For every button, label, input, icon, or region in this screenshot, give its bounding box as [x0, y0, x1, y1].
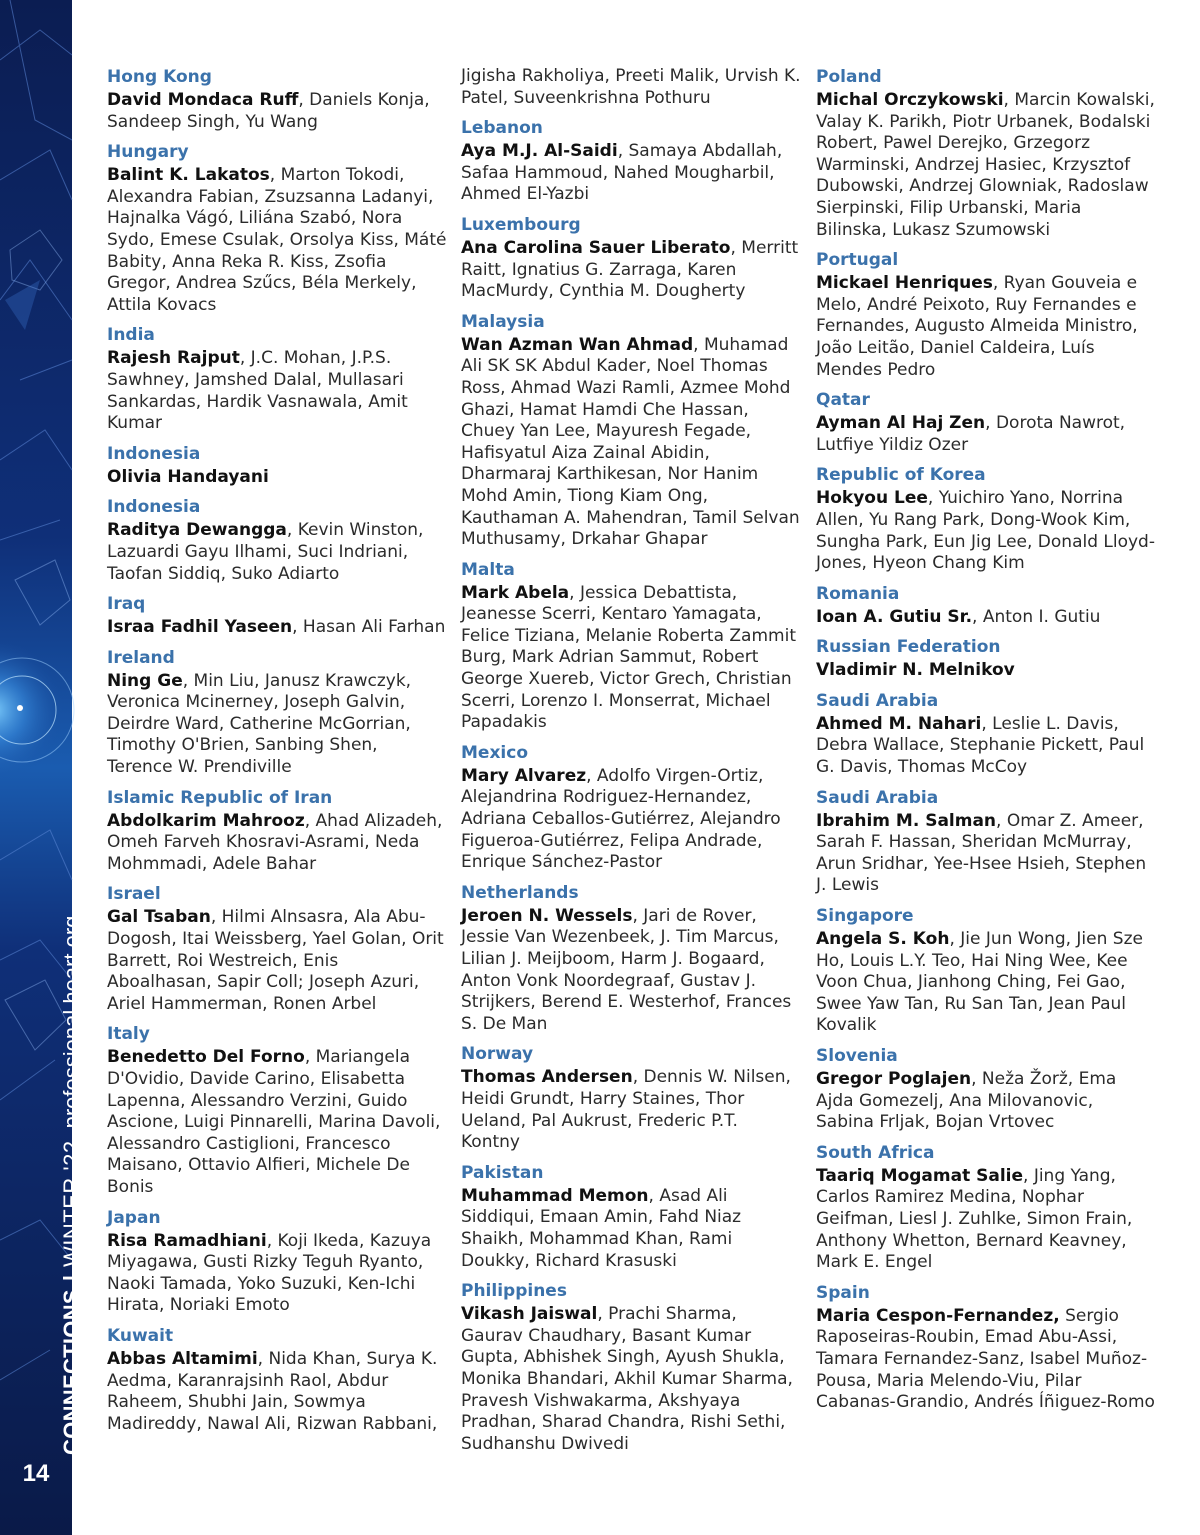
- masthead-separator: |: [59, 1274, 84, 1282]
- country-heading: Mexico: [461, 742, 528, 763]
- country-heading: South Africa: [816, 1142, 935, 1163]
- lead-author: Ayman Al Haj Zen: [816, 413, 986, 434]
- author-list: [816, 660, 1156, 682]
- co-authors: , Prachi Sharma, Gaurav Chaudhary, Basant Kumar Gupta, Abhishek Singh, Ayush Shukla, Monika Bhandari, Akhil Kumar Sharma, Pravesh Vishwakarma, Akshyaya Pradhan, Sharad Chandra, Rishi Sethi, Sudhanshu Dwivedi: [461, 1304, 793, 1454]
- author-list: [461, 766, 801, 874]
- co-authors: , Hasan Ali Farhan: [292, 617, 446, 638]
- lead-author: Abbas Altamimi: [107, 1348, 258, 1369]
- country-section: [107, 66, 447, 133]
- author-list: [107, 90, 447, 133]
- author-list: [107, 811, 447, 876]
- country-section: [107, 787, 447, 876]
- lead-author: Thomas Andersen: [461, 1067, 633, 1088]
- lead-author: Mary Alvarez: [461, 765, 587, 786]
- country-section: [816, 583, 1156, 629]
- country-section: [107, 1325, 447, 1435]
- co-authors: , Marton Tokodi, Alexandra Fabian, Zsuzsanna Ladanyi, Hajnalka Vágó, Liliána Szabó, Nora Sydo, Emese Csulak, Orsolya Kiss, Máté Babity, Anna Reka R. Kiss, Zsofia Gregor, Andrea Szűcs, Béla Merkely, Attila Kovacs: [107, 165, 447, 315]
- co-authors: , Muhamad Ali SK SK Abdul Kader, Noel Thomas Ross, Ahmad Wazi Ramli, Azmee Mohd Ghazi, Hamat Hamdi Che Hassan, Chuey Yan Lee, Mayuresh Fegade, Hafisyatul Aiza Zainal Abidin, Dharmaraj Karthikesan, Nor Hanim Mohd Amin, Tiong Kiam Ong, Kauthaman A. Mahendran, Tamil Selvan Muthusamy, Drkahar Ghapar: [461, 334, 800, 550]
- country-heading: Indonesia: [107, 443, 201, 464]
- author-list: [816, 607, 1156, 629]
- column-2: [461, 66, 801, 1463]
- country-heading: Poland: [816, 67, 882, 87]
- co-authors: , Leslie L. Davis, Debra Wallace, Stephanie Pickett, Paul G. Davis, Thomas McCoy: [816, 713, 1145, 778]
- country-section: [461, 1280, 801, 1455]
- co-authors: , Jessica Debattista, Jeanesse Scerri, Kentaro Yamagata, Felice Tiziana, Melanie Roberta Zammit Burg, Mark Adrian Sammut, Robert George Xuereb, Victor Grech, Christian Scerri, Lorenzo I. Monserrat, Michael Papadakis: [461, 582, 796, 733]
- issue-season: WINTER '22: [59, 1140, 84, 1267]
- author-list: [461, 583, 801, 734]
- author-list: [107, 907, 447, 1015]
- co-authors: , Ahad Alizadeh, Omeh Farveh Khosravi-Asrami, Neda Mohmmadi, Adele Bahar: [107, 810, 443, 874]
- country-heading: Luxembourg: [461, 214, 581, 235]
- country-section: [816, 905, 1156, 1037]
- country-section: [816, 249, 1156, 381]
- country-heading: India: [107, 325, 155, 346]
- co-authors: , Mariangela D'Ovidio, Davide Carino, Elisabetta Lapenna, Alessandro Verzini, Guido Ascione, Luigi Pinnarelli, Marina Davoli, Alessandro Castiglioni, Francesco Maisano, Ottavio Alfieri, Michele De Bonis: [107, 1047, 441, 1197]
- co-authors: , Yuichiro Yano, Norrina Allen, Yu Rang Park, Dong-Wook Kim, Sungha Park, Eun Jig Lee, Donald Lloyd-Jones, Hyeon Chang Kim: [816, 488, 1155, 574]
- co-authors: , Koji Ikeda, Kazuya Miyagawa, Gusti Rizky Teguh Ryanto, Naoki Tamada, Yoko Suzuki, Ken-Ichi Hirata, Noriaki Emoto: [107, 1230, 432, 1316]
- co-authors: Sergio Raposeiras-Roubin, Emad Abu-Assi, Tamara Fernandez-Sanz, Isabel Muñoz-Pousa, Maria Melendo-Viu, Pilar Cabanas-Grandio, Andrés Íñiguez-Romo: [816, 1305, 1155, 1413]
- co-authors: , Jari de Rover, Jessie Van Wezenbeek, J. Tim Marcus, Lilian J. Meijboom, Harm J. Bogaard, Anton Vonk Noordegraaf, Gustav J. Strijkers, Berend E. Westerhof, Frances S. De Man: [461, 905, 792, 1034]
- co-authors: , Kevin Winston, Lazuardi Gayu Ilhami, Suci Indriani, Taofan Siddiq, Suko Adiarto: [107, 520, 424, 584]
- co-authors: , J.C. Mohan, J.P.S. Sawhney, Jamshed Dalal, Mullasari Sankardas, Hardik Vasnawala, Amit Kumar: [107, 348, 408, 434]
- country-section: [107, 443, 447, 489]
- co-authors: , Ryan Gouveia e Melo, André Peixoto, Ruy Fernandes e Fernandes, Augusto Almeida Ministro, João Leitão, Daniel Caldeira, Luís Mendes Pedro: [816, 273, 1138, 380]
- author-list: [816, 811, 1156, 897]
- lead-author: Balint K. Lakatos: [107, 165, 270, 186]
- lead-author: Angela S. Koh: [816, 929, 950, 950]
- country-section: [461, 559, 801, 734]
- lead-author: Ibrahim M. Salman: [816, 810, 997, 831]
- author-list: [107, 467, 447, 489]
- country-heading: Islamic Republic of Iran: [107, 787, 333, 808]
- lead-author: Vikash Jaiswal: [461, 1304, 598, 1325]
- lead-author: Gregor Poglajen: [816, 1069, 972, 1089]
- lead-author: Mickael Henriques: [816, 273, 993, 294]
- country-section: [816, 636, 1156, 682]
- country-heading: Slovenia: [816, 1046, 898, 1066]
- lead-author: Israa Fadhil Yaseen: [107, 617, 293, 638]
- lead-author: Benedetto Del Forno: [107, 1047, 305, 1068]
- co-authors: , Omar Z. Ameer, Sarah F. Hassan, Sheridan McMurray, Arun Sridhar, Yee-Hsee Hsieh, Stephen J. Lewis: [816, 810, 1147, 896]
- country-section: [107, 141, 447, 316]
- author-list: [461, 1067, 801, 1153]
- author-list: [816, 714, 1156, 779]
- lead-author: Wan Azman Wan Ahmad: [461, 334, 694, 355]
- country-heading: Malaysia: [461, 311, 545, 332]
- lead-author: Taariq Mogamat Salie: [816, 1165, 1024, 1186]
- country-heading: Saudi Arabia: [816, 690, 939, 711]
- country-heading: Norway: [461, 1044, 534, 1065]
- co-authors: , Dorota Nawrot, Lutfiye Yildiz Ozer: [816, 413, 1126, 455]
- author-list: [107, 165, 447, 316]
- country-heading: Hungary: [107, 142, 189, 163]
- country-section: [816, 690, 1156, 779]
- country-heading: Portugal: [816, 250, 899, 271]
- co-authors: , Adolfo Virgen-Ortiz, Alejandrina Rodriguez-Hernandez, Adriana Ceballos-Gutiérrez, Alejandro Figueroa-Gutiérrez, Felipa Andrade, Enrique Sánchez-Pastor: [461, 765, 781, 873]
- author-list: [816, 1069, 1156, 1134]
- country-heading: Philippines: [461, 1281, 567, 1302]
- country-heading: Malta: [461, 559, 515, 580]
- country-section: [816, 66, 1156, 241]
- author-list: [461, 906, 801, 1036]
- lead-author: Muhammad Memon: [461, 1185, 649, 1206]
- lead-author: Risa Ramadhiani: [107, 1230, 267, 1251]
- author-list: [816, 413, 1156, 456]
- co-authors: , Dennis W. Nilsen, Heidi Grundt, Harry Staines, Thor Ueland, Pal Aukrust, Frederic P.T. Kontny: [461, 1067, 791, 1153]
- country-section: [816, 464, 1156, 574]
- lead-author: Olivia Handayani: [107, 466, 269, 487]
- sidebar-banner: [0, 0, 84, 1535]
- lead-author: Raditya Dewangga: [107, 520, 287, 541]
- country-heading: Iraq: [107, 594, 146, 615]
- country-heading: Singapore: [816, 906, 914, 927]
- country-section: [816, 1142, 1156, 1274]
- co-authors: , Samaya Abdallah, Safaa Hammoud, Nahed Mougharbil, Ahmed El-Yazbi: [461, 141, 783, 205]
- country-section: [461, 742, 801, 874]
- country-heading: Kuwait: [107, 1325, 174, 1346]
- co-authors: , Neža Žorž, Ema Ajda Gomezelj, Ana Milovanovic, Sabina Frljak, Bojan Vrtovec: [816, 1069, 1117, 1133]
- author-list: [107, 348, 447, 434]
- country-section: [107, 324, 447, 434]
- author-list: [816, 488, 1156, 574]
- co-authors: , Anton I. Gutiu: [972, 606, 1101, 627]
- co-authors: , Asad Ali Siddiqui, Emaan Amin, Fahd Niaz Shaikh, Mohammad Khan, Rami Doukky, Richard Krasuski: [461, 1185, 742, 1271]
- co-authors: , Jing Yang, Carlos Ramirez Medina, Nophar Geifman, Liesl J. Zuhlke, Simon Frain, Anthony Whetton, Bernard Keavney, Mark E. Engel: [816, 1165, 1133, 1273]
- country-heading: Japan: [107, 1207, 161, 1228]
- co-authors: , Min Liu, Janusz Krawczyk, Veronica Mcinerney, Joseph Galvin, Deirdre Ward, Catherine McGorrian, Timothy O'Brien, Sanbing Shen, Terence W. Prendiville: [107, 670, 412, 778]
- country-heading: Spain: [816, 1282, 870, 1303]
- country-heading: Romania: [816, 583, 900, 604]
- country-heading: Republic of Korea: [816, 465, 986, 486]
- author-list: [461, 1304, 801, 1455]
- author-list: [461, 141, 801, 206]
- website-link[interactable]: professional.heart.org: [59, 915, 84, 1129]
- lead-author: Vladimir N. Melnikov: [816, 660, 1015, 681]
- author-list: [107, 671, 447, 779]
- country-heading: Qatar: [816, 390, 870, 411]
- author-list: [816, 273, 1156, 381]
- country-heading: Ireland: [107, 647, 175, 668]
- country-section: [461, 311, 801, 551]
- country-section: [461, 882, 801, 1036]
- co-authors: , Daniels Konja, Sandeep Singh, Yu Wang: [107, 90, 430, 132]
- country-section: [107, 883, 447, 1015]
- author-list: [107, 520, 447, 585]
- country-section: [816, 787, 1156, 897]
- co-authors: , Marcin Kowalski, Valay K. Parikh, Piotr Urbanek, Bodalski Robert, Pawel Derejko, Grzegorz Warminski, Andrzej Hasiec, Krzysztof Dubowski, Andrzej Glowniak, Radoslaw Sierpinski, Filip Urbanski, Maria Bilinska, Lukasz Szumowski: [816, 90, 1155, 240]
- author-list: [816, 1166, 1156, 1274]
- country-section: [461, 1162, 801, 1272]
- author-list: [107, 1231, 447, 1317]
- author-list: [816, 1306, 1156, 1414]
- country-heading: Israel: [107, 884, 161, 905]
- co-authors: , Merritt Raitt, Ignatius G. Zarraga, Karen MacMurdy, Cynthia M. Dougherty: [461, 237, 799, 302]
- lead-author: Ning Ge: [107, 670, 183, 691]
- country-section: [461, 117, 801, 206]
- country-heading: Russian Federation: [816, 637, 1001, 658]
- co-authors: , Hilmi Alnsasra, Ala Abu-Dogosh, Itai Weissberg, Yael Golan, Orit Barrett, Roi Westreich, Enis Aboalhasan, Sapir Coll; Joseph Azuri, Ariel Hammerman, Ronen Arbel: [107, 907, 444, 1014]
- column-1: [107, 66, 447, 1443]
- country-section: [107, 496, 447, 585]
- country-section: [107, 593, 447, 639]
- co-authors: , Jie Jun Wong, Jien Sze Ho, Louis L.Y. Teo, Hai Ning Wee, Kee Voon Chua, Jianhong Ching, Fei Gao, Swee Yaw Tan, Ru San Tan, Jean Paul Kovalik: [816, 929, 1143, 1036]
- author-list: [461, 335, 801, 551]
- brand-label: CONNECTIONS: [59, 1289, 84, 1455]
- lead-author: Maria Cespon-Fernandez,: [816, 1305, 1060, 1326]
- country-heading: Italy: [107, 1024, 150, 1045]
- country-section: [816, 1282, 1156, 1414]
- author-list: [816, 90, 1156, 241]
- country-heading: Netherlands: [461, 882, 579, 903]
- country-section: [107, 1207, 447, 1317]
- lead-author: Hokyou Lee: [816, 488, 928, 509]
- author-list: [107, 617, 447, 639]
- author-list: [461, 238, 801, 303]
- country-section: [816, 1045, 1156, 1134]
- lead-author: Michal Orczykowski: [816, 90, 1004, 110]
- author-list: [816, 929, 1156, 1037]
- co-authors: , Nida Khan, Surya K. Aedma, Karanrajsinh Raol, Abdur Raheem, Shubhi Jain, Sowmya Madireddy, Nawal Ali, Rizwan Rabbani,: [107, 1348, 438, 1434]
- country-section: [107, 1023, 447, 1198]
- continued-names: Jigisha Rakholiya, Preeti Malik, Urvish K. Patel, Suveenkrishna Pothuru: [461, 66, 801, 108]
- page-number: 14: [22, 1460, 50, 1487]
- author-list: [107, 1047, 447, 1198]
- lead-author: Ahmed M. Nahari: [816, 713, 982, 734]
- lead-author: Gal Tsaban: [107, 907, 211, 928]
- lead-author: Mark Abela: [461, 582, 570, 603]
- lead-author: Ana Carolina Sauer Liberato: [461, 237, 731, 258]
- country-section: [461, 214, 801, 303]
- country-heading: Hong Kong: [107, 67, 212, 87]
- lead-author: David Mondaca Ruff: [107, 90, 299, 110]
- author-list: [107, 1349, 447, 1435]
- author-list: [461, 1186, 801, 1272]
- lead-author: Abdolkarim Mahrooz: [107, 810, 305, 831]
- country-heading: Indonesia: [107, 497, 201, 518]
- sidebar-masthead: [59, 916, 85, 1455]
- country-section: [107, 647, 447, 779]
- lead-author: Jeroen N. Wessels: [461, 905, 633, 926]
- lead-author: Rajesh Rajput: [107, 348, 240, 369]
- country-section: [461, 1043, 801, 1153]
- lead-author: Aya M.J. Al-Saidi: [461, 141, 618, 162]
- country-heading: Pakistan: [461, 1162, 544, 1183]
- country-heading: Saudi Arabia: [816, 787, 939, 808]
- lead-author: Ioan A. Gutiu Sr.: [816, 606, 973, 627]
- country-heading: Lebanon: [461, 118, 543, 139]
- country-section: [816, 389, 1156, 456]
- column-3: [816, 66, 1156, 1422]
